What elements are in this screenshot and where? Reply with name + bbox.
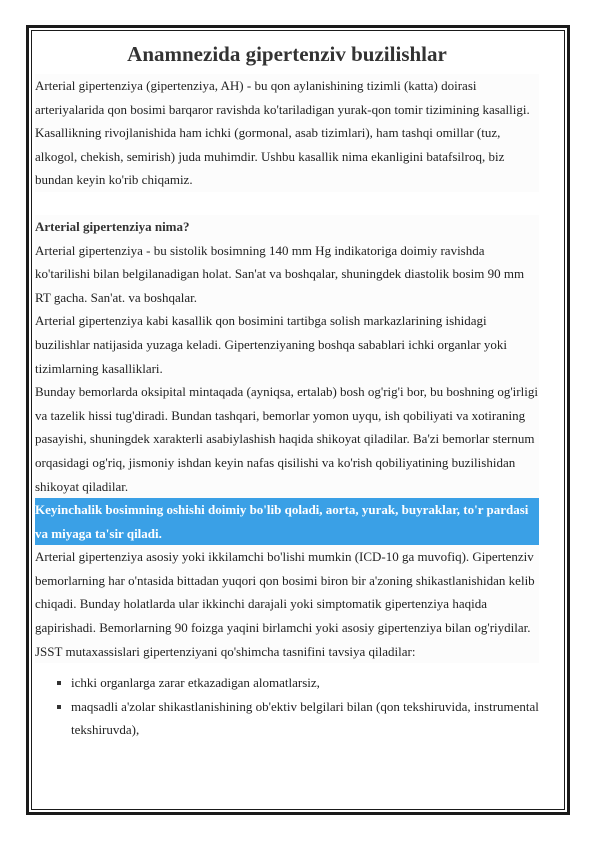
paragraph: Arterial gipertenziya kabi kasallik qon bosimini tartibga solish markazlarining ishidagi buzilishlar natijasida yuzaga keladi. Gipertenziyaning boshqa sabablari ichki organlar yoki tizimlarning kasalliklari. — [35, 309, 539, 380]
paragraph: JSST mutaxassislari gipertenziyani qo'shimcha tasnifini tavsiya qiladilar: — [35, 640, 539, 664]
document-title: Anamnezida gipertenziv buzilishlar — [127, 42, 447, 66]
bullet-list — [35, 671, 539, 742]
paragraph: Bunday bemorlarda oksipital mintaqada (ayniqsa, ertalab) bosh og'rig'i bor, bu boshning og'irligi va tazelik hissi tug'diradi. Bundan tashqari, bemorlar yomon uyqu, ish qobiliyati va xotiraning pasayishi, shuningdek xarakterli asabiylashish haqida shikoyat qiladilar. Ba'zi bemorlar sternum orqasidagi og'riq, jismoniy ishdan keyin nafas qisilishi va ko'rish qobiliyatining buzilishidan shikoyat qiladilar. — [35, 380, 539, 498]
document-body — [35, 40, 539, 742]
list-item: ichki organlarga zarar etkazadigan alomatlarsiz, — [71, 671, 539, 695]
intro-paragraph: Arterial gipertenziya (gipertenziya, AH) - bu qon aylanishining tizimli (katta) doirasi arteriyalarida qon bosimi barqaror ravishda ko'tariladigan yurak-qon tomir tizimining kasalligi. Kasallikning rivojlanishida ham ichki (gormonal, asab tizimlari), ham tashqi omillar (tuz, alkogol, chekish, semirish) juda muhimdir. Ushbu kasallik nima ekanligini batafsilroq, biz bundan keyin ko'rib chiqamiz. — [35, 74, 539, 192]
paragraph: Arterial gipertenziya - bu sistolik bosimning 140 mm Hg indikatoriga doimiy ravishda ko'tarilishi bilan belgilanadigan holat. San'at va boshqalar, shuningdek diastolik bosim 90 mm RT gacha. San'at. va boshqalar. — [35, 239, 539, 310]
list-item: maqsadli a'zolar shikastlanishining ob'ektiv belgilari bilan (qon tekshiruvida, instrumental tekshiruvda), — [71, 695, 539, 742]
paragraph: Arterial gipertenziya asosiy yoki ikkilamchi bo'lishi mumkin (ICD-10 ga muvofiq). Gipertenziv bemorlarning har o'ntasida bittadan yuqori qon bosimi biron bir a'zoning shikastlanishidan kelib chiqadi. Bunday holatlarda ular ikkinchi darajali yoki simptomatik gipertenziya haqida gapirishadi. Bemorlarning 90 foizga yaqini birlamchi yoki asosiy gipertenziya bilan og'riydilar. — [35, 545, 539, 639]
highlighted-paragraph: Keyinchalik bosimning oshishi doimiy bo'lib qoladi, aorta, yurak, buyraklar, to'r pardasi va miyaga ta'sir qiladi. — [35, 498, 539, 545]
section-heading: Arterial gipertenziya nima? — [35, 215, 539, 239]
